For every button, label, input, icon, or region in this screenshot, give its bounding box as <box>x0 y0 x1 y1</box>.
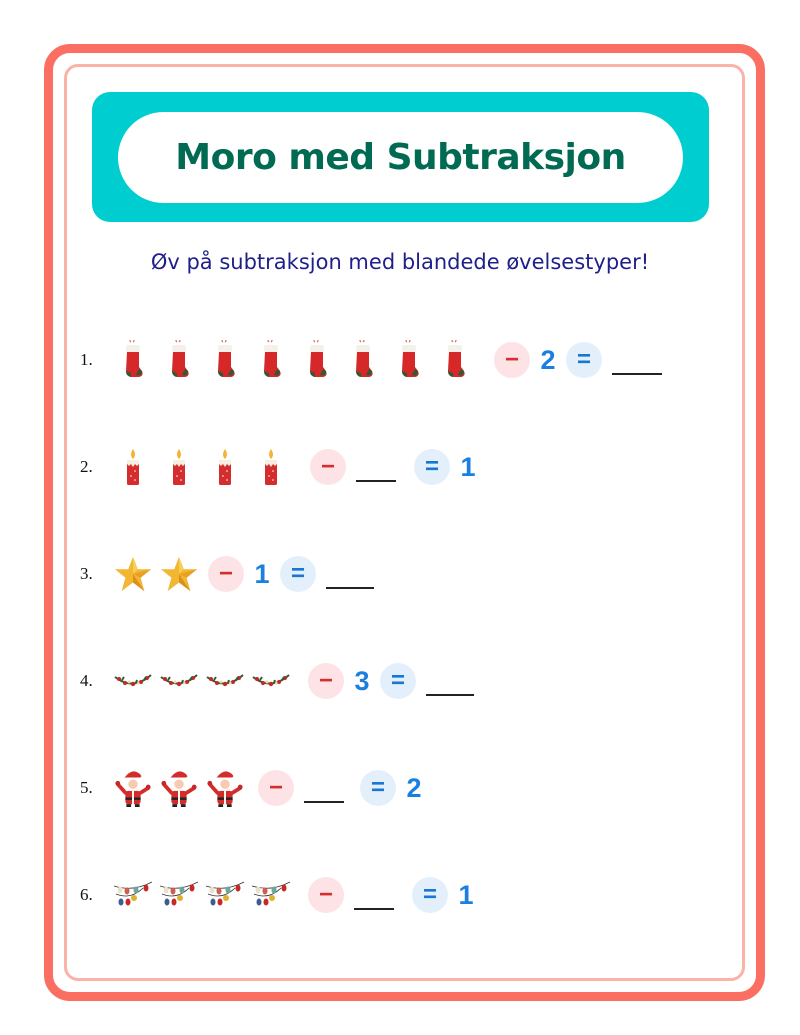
garland-icon <box>202 671 248 691</box>
minus-sign: − <box>494 342 530 378</box>
stocking-icon <box>110 340 156 380</box>
equals-sign: = <box>380 663 416 699</box>
minus-sign: − <box>208 556 244 592</box>
problem-5 <box>80 763 432 813</box>
problem-number: 4. <box>80 671 93 690</box>
subtrahend-blank[interactable] <box>304 777 344 803</box>
stocking-icon <box>248 340 294 380</box>
candle-icon <box>156 447 202 487</box>
stocking-icon <box>294 340 340 380</box>
stocking-icon <box>156 340 202 380</box>
problem-number: 5. <box>80 778 93 797</box>
stocking-icon <box>340 340 386 380</box>
subtrahend: 3 <box>354 665 370 696</box>
title-banner <box>92 92 709 222</box>
icon-group <box>110 447 294 487</box>
garland-icon <box>248 671 294 691</box>
equals-sign: = <box>280 556 316 592</box>
problem-number: 2. <box>80 457 93 476</box>
equals-sign: = <box>566 342 602 378</box>
minus-sign: − <box>258 770 294 806</box>
icon-group <box>110 671 294 691</box>
answer-blank[interactable] <box>426 670 474 696</box>
star-icon <box>110 555 156 593</box>
subtrahend-blank[interactable] <box>354 884 394 910</box>
title-pill <box>118 112 683 203</box>
result: 2 <box>406 772 422 803</box>
problem-2 <box>80 442 486 492</box>
equals-sign: = <box>414 449 450 485</box>
answer-blank[interactable] <box>612 349 662 375</box>
minus-sign: − <box>310 449 346 485</box>
candle-icon <box>110 447 156 487</box>
subtrahend-blank[interactable] <box>356 456 396 482</box>
minus-sign: − <box>308 663 344 699</box>
subtrahend: 1 <box>254 558 270 589</box>
string-lights-icon <box>110 880 156 910</box>
problem-number: 3. <box>80 564 93 583</box>
problem-4 <box>80 656 474 706</box>
string-lights-icon <box>156 880 202 910</box>
problem-3 <box>80 549 374 599</box>
result: 1 <box>458 879 474 910</box>
stocking-icon <box>432 340 478 380</box>
santa-icon <box>110 767 156 809</box>
answer-blank[interactable] <box>326 563 374 589</box>
string-lights-icon <box>202 880 248 910</box>
problem-1 <box>80 335 662 385</box>
equals-sign: = <box>360 770 396 806</box>
problem-number: 1. <box>80 350 93 369</box>
minus-sign: − <box>308 877 344 913</box>
icon-group <box>110 340 478 380</box>
problem-number: 6. <box>80 885 93 904</box>
stocking-icon <box>386 340 432 380</box>
candle-icon <box>202 447 248 487</box>
santa-icon <box>156 767 202 809</box>
candle-icon <box>248 447 294 487</box>
result: 1 <box>460 451 476 482</box>
string-lights-icon <box>248 880 294 910</box>
santa-icon <box>202 767 248 809</box>
stocking-icon <box>202 340 248 380</box>
equals-sign: = <box>412 877 448 913</box>
subtitle: Øv på subtraksjon med blandede øvelsestyper! <box>150 250 650 274</box>
icon-group <box>110 555 202 593</box>
icon-group <box>110 767 248 809</box>
garland-icon <box>156 671 202 691</box>
subtrahend: 2 <box>540 344 556 375</box>
star-icon <box>156 555 202 593</box>
problem-6 <box>80 870 484 920</box>
icon-group <box>110 880 294 910</box>
garland-icon <box>110 671 156 691</box>
page-title: Moro med Subtraksjon <box>175 137 626 178</box>
